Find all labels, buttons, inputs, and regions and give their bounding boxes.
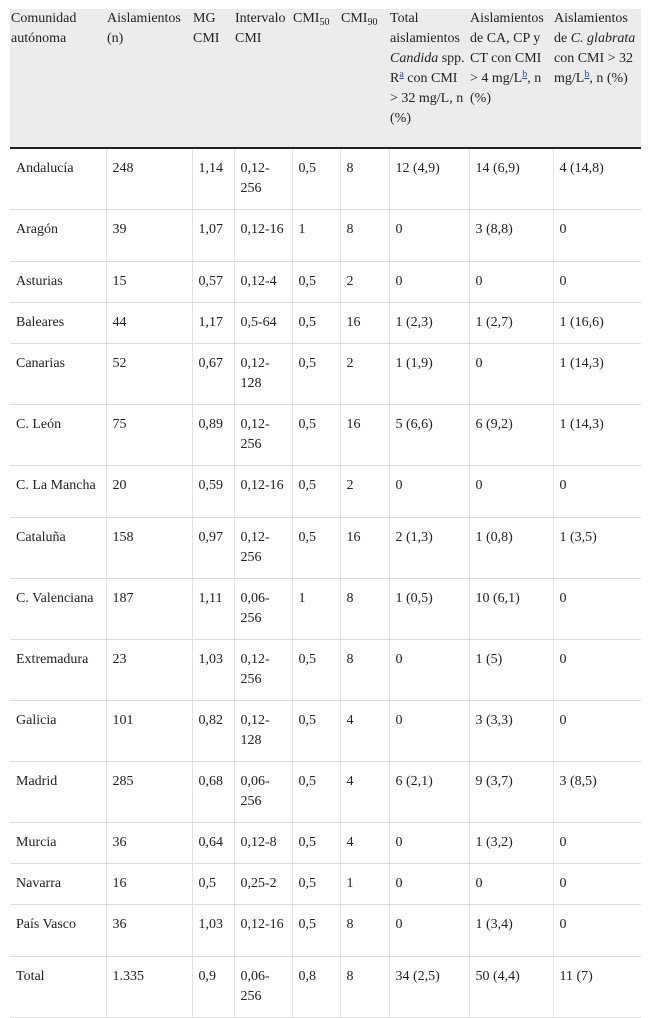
cell-comunidad: Galicia — [10, 701, 106, 762]
cell-aislamientos: 16 — [106, 864, 192, 905]
footnote-b-link-2[interactable]: b — [584, 69, 590, 80]
cell-intervalo: 0,12-4 — [234, 262, 292, 303]
cell-mg: 0,59 — [192, 466, 234, 518]
cell-aislamientos: 1.335 — [106, 957, 192, 1018]
cell-mg: 0,5 — [192, 864, 234, 905]
cell-cmi50: 0,5 — [292, 466, 340, 518]
cell-glabrata: 0 — [553, 262, 641, 303]
header-glab-d: , n (%) — [589, 71, 628, 86]
cell-glabrata: 0 — [553, 864, 641, 905]
table-row — [10, 823, 641, 864]
cell-mg: 0,64 — [192, 823, 234, 864]
cell-comunidad: Baleares — [10, 303, 106, 344]
cell-cact: 1 (0,8) — [469, 518, 553, 579]
cell-cmi90: 4 — [340, 762, 389, 823]
cell-cact: 1 (5) — [469, 640, 553, 701]
cell-cact: 0 — [469, 262, 553, 303]
cell-mg: 1,11 — [192, 579, 234, 640]
header-total-d: con CMI > 32 mg/L, n (%) — [390, 71, 464, 126]
cell-glabrata: 3 (8,5) — [553, 762, 641, 823]
cell-aislamientos: 285 — [106, 762, 192, 823]
cell-glabrata: 0 — [553, 210, 641, 262]
header-cmi50 — [292, 9, 340, 148]
header-cact-b: , n (%) — [470, 71, 542, 106]
header-glab-a: Aislamientos de — [554, 11, 628, 46]
cell-comunidad: C. León — [10, 405, 106, 466]
cell-mg: 0,97 — [192, 518, 234, 579]
cell-comunidad: Navarra — [10, 864, 106, 905]
cell-cmi90: 8 — [340, 905, 389, 957]
cell-cact: 50 (4,4) — [469, 957, 553, 1018]
cell-cmi50: 0,5 — [292, 518, 340, 579]
cell-cmi50: 0,5 — [292, 262, 340, 303]
cell-comunidad: País Vasco — [10, 905, 106, 957]
cell-cmi50: 0,5 — [292, 640, 340, 701]
cell-glabrata: 11 (7) — [553, 957, 641, 1018]
cell-intervalo: 0,06-256 — [234, 762, 292, 823]
cell-intervalo: 0,25-2 — [234, 864, 292, 905]
cell-cact: 9 (3,7) — [469, 762, 553, 823]
cell-cmi90: 16 — [340, 405, 389, 466]
cell-comunidad: Cataluña — [10, 518, 106, 579]
cell-aislamientos: 36 — [106, 905, 192, 957]
cell-total: 1 (0,5) — [389, 579, 469, 640]
cell-total: 34 (2,5) — [389, 957, 469, 1018]
header-total-c: spp. R — [390, 51, 465, 86]
cell-cmi90: 16 — [340, 303, 389, 344]
cell-aislamientos: 158 — [106, 518, 192, 579]
data-table — [10, 9, 641, 1018]
cell-mg: 1,17 — [192, 303, 234, 344]
cell-aislamientos: 20 — [106, 466, 192, 518]
cell-comunidad: Extremadura — [10, 640, 106, 701]
cell-cmi50: 0,5 — [292, 905, 340, 957]
cell-cact: 3 (3,3) — [469, 701, 553, 762]
cell-cmi90: 8 — [340, 957, 389, 1018]
cell-cmi90: 4 — [340, 701, 389, 762]
cell-comunidad: Asturias — [10, 262, 106, 303]
cell-cmi90: 1 — [340, 864, 389, 905]
table-row — [10, 344, 641, 405]
header-intervalo — [234, 9, 292, 148]
cell-comunidad: Andalucía — [10, 148, 106, 210]
table-row — [10, 405, 641, 466]
cell-intervalo: 0,12-256 — [234, 148, 292, 210]
cell-intervalo: 0,12-16 — [234, 905, 292, 957]
cell-comunidad: Madrid — [10, 762, 106, 823]
cell-total: 0 — [389, 210, 469, 262]
header-aislamientos-text: Aislamientos (n) — [107, 11, 181, 46]
header-glabrata — [553, 9, 641, 148]
cell-cmi90: 8 — [340, 210, 389, 262]
cell-comunidad: Murcia — [10, 823, 106, 864]
cell-glabrata: 0 — [553, 905, 641, 957]
cell-intervalo: 0,12-8 — [234, 823, 292, 864]
cell-total: 1 (2,3) — [389, 303, 469, 344]
cell-glabrata: 0 — [553, 823, 641, 864]
cell-cact: 0 — [469, 344, 553, 405]
cell-cact: 0 — [469, 864, 553, 905]
cell-intervalo: 0,12-256 — [234, 518, 292, 579]
cell-cact: 6 (9,2) — [469, 405, 553, 466]
cell-total: 2 (1,3) — [389, 518, 469, 579]
cell-comunidad: Canarias — [10, 344, 106, 405]
cell-cmi50: 0,5 — [292, 405, 340, 466]
table-row — [10, 466, 641, 518]
cell-cact: 3 (8,8) — [469, 210, 553, 262]
cell-total: 0 — [389, 864, 469, 905]
cell-cmi50: 0,5 — [292, 701, 340, 762]
cell-total: 6 (2,1) — [389, 762, 469, 823]
header-cact — [469, 9, 553, 148]
cell-cmi90: 2 — [340, 466, 389, 518]
cell-aislamientos: 101 — [106, 701, 192, 762]
table-row — [10, 210, 641, 262]
cell-cmi90: 2 — [340, 344, 389, 405]
cell-cmi50: 0,5 — [292, 762, 340, 823]
cell-glabrata: 1 (14,3) — [553, 344, 641, 405]
header-cact-a: Aislamientos de CA, CP y CT con CMI > 4 mg/L — [470, 11, 544, 86]
cell-intervalo: 0,12-256 — [234, 405, 292, 466]
cell-glabrata: 4 (14,8) — [553, 148, 641, 210]
cell-total: 12 (4,9) — [389, 148, 469, 210]
cell-comunidad: Total — [10, 957, 106, 1018]
cell-intervalo: 0,5-64 — [234, 303, 292, 344]
header-glab-c: con CMI > 32 mg/L — [554, 51, 634, 86]
cell-aislamientos: 52 — [106, 344, 192, 405]
header-cmi50-base: CMI — [293, 11, 320, 26]
cell-cact: 1 (2,7) — [469, 303, 553, 344]
cell-total: 1 (1,9) — [389, 344, 469, 405]
header-cmi90-base: CMI — [341, 11, 368, 26]
header-comunidad — [10, 9, 106, 148]
cell-cmi50: 0,8 — [292, 957, 340, 1018]
cell-glabrata: 0 — [553, 466, 641, 518]
cell-total: 5 (6,6) — [389, 405, 469, 466]
cell-total: 0 — [389, 701, 469, 762]
cell-cact: 1 (3,4) — [469, 905, 553, 957]
cell-total: 0 — [389, 905, 469, 957]
header-cmi50-sub: 50 — [319, 17, 330, 28]
table-row — [10, 262, 641, 303]
cell-aislamientos: 39 — [106, 210, 192, 262]
cell-aislamientos: 75 — [106, 405, 192, 466]
cell-aislamientos: 187 — [106, 579, 192, 640]
cell-intervalo: 0,12-16 — [234, 210, 292, 262]
header-aislamientos — [106, 9, 192, 148]
table-body — [10, 148, 641, 1018]
header-glab-b: C. glabrata — [570, 31, 636, 46]
header-comunidad-text: Comunidad autónoma — [11, 11, 77, 46]
cell-glabrata: 1 (14,3) — [553, 405, 641, 466]
cell-total: 0 — [389, 466, 469, 518]
cell-glabrata: 1 (16,6) — [553, 303, 641, 344]
header-mg — [192, 9, 234, 148]
cell-intervalo: 0,12-256 — [234, 640, 292, 701]
cell-mg: 0,89 — [192, 405, 234, 466]
cell-intervalo: 0,12-16 — [234, 466, 292, 518]
cell-cmi90: 4 — [340, 823, 389, 864]
cell-mg: 1,03 — [192, 905, 234, 957]
cell-cmi50: 0,5 — [292, 344, 340, 405]
table-row — [10, 701, 641, 762]
cell-aislamientos: 248 — [106, 148, 192, 210]
header-cmi90 — [340, 9, 389, 148]
cell-cmi50: 0,5 — [292, 864, 340, 905]
cell-cmi90: 8 — [340, 640, 389, 701]
cell-mg: 1,07 — [192, 210, 234, 262]
cell-cmi90: 2 — [340, 262, 389, 303]
cell-cmi50: 0,5 — [292, 303, 340, 344]
cell-cmi50: 0,5 — [292, 823, 340, 864]
cell-mg: 0,9 — [192, 957, 234, 1018]
header-intervalo-text: Intervalo CMI — [235, 11, 286, 46]
cell-glabrata: 0 — [553, 640, 641, 701]
header-total — [389, 9, 469, 148]
cell-glabrata: 0 — [553, 701, 641, 762]
table-row — [10, 640, 641, 701]
table-row — [10, 518, 641, 579]
cell-cact: 0 — [469, 466, 553, 518]
cell-intervalo: 0,12-128 — [234, 701, 292, 762]
footnote-b-link[interactable]: b — [522, 69, 528, 80]
cell-comunidad: C. La Mancha — [10, 466, 106, 518]
table-row — [10, 762, 641, 823]
cell-glabrata: 0 — [553, 579, 641, 640]
cell-mg: 1,03 — [192, 640, 234, 701]
cell-cact: 1 (3,2) — [469, 823, 553, 864]
cell-cmi90: 16 — [340, 518, 389, 579]
header-mg-text: MG CMI — [193, 11, 220, 46]
cell-cact: 10 (6,1) — [469, 579, 553, 640]
cell-cmi90: 8 — [340, 579, 389, 640]
cell-cmi50: 0,5 — [292, 148, 340, 210]
cell-mg: 0,68 — [192, 762, 234, 823]
table-header — [10, 9, 641, 148]
cell-glabrata: 1 (3,5) — [553, 518, 641, 579]
cell-mg: 0,82 — [192, 701, 234, 762]
cell-total: 0 — [389, 823, 469, 864]
cell-cmi50: 1 — [292, 210, 340, 262]
header-row — [10, 9, 641, 148]
header-total-b: Candida — [390, 51, 439, 66]
footnote-a-link[interactable]: a — [399, 69, 404, 80]
table-row — [10, 905, 641, 957]
cell-cact: 14 (6,9) — [469, 148, 553, 210]
table-row — [10, 579, 641, 640]
cell-aislamientos: 23 — [106, 640, 192, 701]
table-row — [10, 864, 641, 905]
cell-comunidad: C. Valenciana — [10, 579, 106, 640]
cell-aislamientos: 36 — [106, 823, 192, 864]
cell-mg: 1,14 — [192, 148, 234, 210]
cell-cmi50: 1 — [292, 579, 340, 640]
cell-intervalo: 0,06-256 — [234, 579, 292, 640]
cell-aislamientos: 44 — [106, 303, 192, 344]
cell-aislamientos: 15 — [106, 262, 192, 303]
cell-comunidad: Aragón — [10, 210, 106, 262]
header-total-a: Total aislamientos — [390, 11, 460, 46]
table-row — [10, 148, 641, 210]
cell-cmi90: 8 — [340, 148, 389, 210]
cell-total: 0 — [389, 262, 469, 303]
table-row — [10, 957, 641, 1018]
cell-intervalo: 0,12-128 — [234, 344, 292, 405]
cell-mg: 0,67 — [192, 344, 234, 405]
table-row — [10, 303, 641, 344]
cell-total: 0 — [389, 640, 469, 701]
header-cmi90-sub: 90 — [367, 17, 378, 28]
cell-mg: 0,57 — [192, 262, 234, 303]
cell-intervalo: 0,06-256 — [234, 957, 292, 1018]
